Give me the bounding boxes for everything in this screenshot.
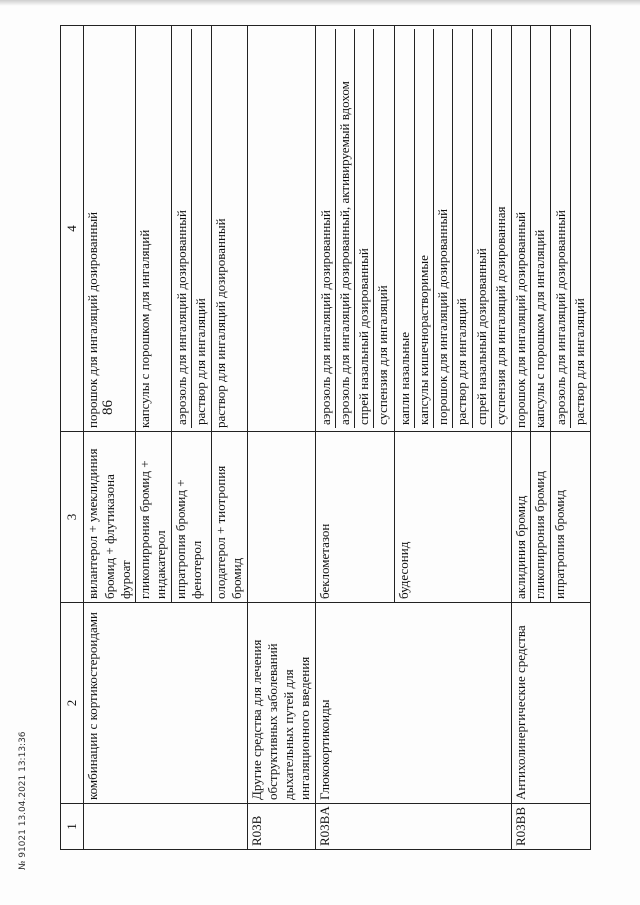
drug-form: капсулы с порошком для ингаляций xyxy=(136,26,172,432)
header-row xyxy=(61,26,84,850)
drug-name: олодатерол + тиотропия бромид xyxy=(213,465,245,599)
drug-form: порошок для ингаляций дозированный xyxy=(512,26,531,432)
drug-form: раствор для ингаляций дозированный xyxy=(212,26,247,432)
drug-table xyxy=(60,25,591,850)
drug-form: капли назальные xyxy=(396,29,415,428)
table-row xyxy=(84,26,247,850)
drug-form: суспензия для ингаляций xyxy=(375,285,391,425)
header-col-2: 2 xyxy=(61,603,84,804)
code-cell xyxy=(84,804,247,850)
drug-form: капсулы кишечнорастворимые xyxy=(415,29,434,428)
drug-name: ипратропия бромид xyxy=(551,490,567,599)
header-col-4: 4 xyxy=(61,26,84,432)
drug-form: капсулы с порошком для ингаляций xyxy=(531,26,550,432)
entry-row xyxy=(316,26,395,602)
entry-row xyxy=(550,26,590,602)
drug-form: раствор для ингаляций xyxy=(192,298,208,425)
drug-form: порошок для ингаляций дозированный xyxy=(84,26,135,432)
group-cell: Глюкокортикоиды xyxy=(315,603,512,804)
entries-cell xyxy=(512,26,591,603)
drug-name: гликопиррония бромид xyxy=(531,432,550,603)
drug-forms-group xyxy=(171,26,212,432)
drug-form: спрей назальный дозированный xyxy=(473,29,492,428)
code-cell: R03B xyxy=(247,804,315,850)
drug-form: аэрозоль для ингаляций дозированный xyxy=(173,29,192,428)
empty-cell xyxy=(247,432,315,603)
entry-row xyxy=(531,26,550,602)
drug-form: аэрозоль для ингаляций дозированный xyxy=(552,29,571,428)
drug-forms-group xyxy=(394,26,511,432)
table-row xyxy=(512,26,591,850)
entry-row xyxy=(212,26,247,602)
drug-form: спрей назальный дозированный xyxy=(355,29,374,428)
group-cell: Антихолинергические средства xyxy=(512,603,591,804)
code-cell: R03BB xyxy=(512,804,591,850)
drug-form: аэрозоль для ингаляций дозированный, активируемый вдохом xyxy=(336,29,355,428)
group-cell: Другие средства для лечения обструктивных заболеваний дыхательных путей для ингаляционного введения xyxy=(247,603,315,804)
header-col-3: 3 xyxy=(61,432,84,603)
drug-name: беклометазон xyxy=(316,432,395,603)
scan-edge xyxy=(0,0,640,6)
group-cell: комбинации с кортикостероидами xyxy=(84,603,247,804)
drug-form: суспензия для ингаляций дозированная xyxy=(492,206,508,425)
rotated-table-container xyxy=(60,30,587,850)
entry-row xyxy=(136,26,172,602)
drug-name: будесонид xyxy=(395,541,411,599)
entries-cell xyxy=(315,26,512,603)
drug-form: раствор для ингаляций xyxy=(453,29,472,428)
drug-forms-group xyxy=(550,26,590,432)
entry-row xyxy=(84,26,135,602)
drug-name: аклидиния бромид xyxy=(512,432,531,603)
drug-form: раствор для ингаляций xyxy=(571,298,587,425)
drug-name: вилантерол + умеклидиния бромид + флутиказона фуроат xyxy=(84,432,135,603)
page-number: 86 xyxy=(100,400,116,415)
entries-cell xyxy=(84,26,247,603)
entry-row xyxy=(394,26,511,602)
drug-name: гликопиррония бромид + индакатерол xyxy=(136,432,172,603)
table-row xyxy=(247,26,315,850)
empty-cell xyxy=(247,26,315,432)
drug-name: ипратропия бромид + фенотерол xyxy=(171,432,212,603)
table-row xyxy=(315,26,512,850)
entry-row xyxy=(171,26,212,602)
code-cell: R03BA xyxy=(315,804,512,850)
drug-form: аэрозоль для ингаляций дозированный xyxy=(317,29,336,428)
drug-form: порошок для ингаляций дозированный xyxy=(434,29,453,428)
drug-forms-group xyxy=(316,26,395,432)
entry-row xyxy=(512,26,531,602)
header-col-1: 1 xyxy=(61,804,84,850)
document-stamp: № 91021 13.04.2021 13:13:36 xyxy=(18,731,28,870)
